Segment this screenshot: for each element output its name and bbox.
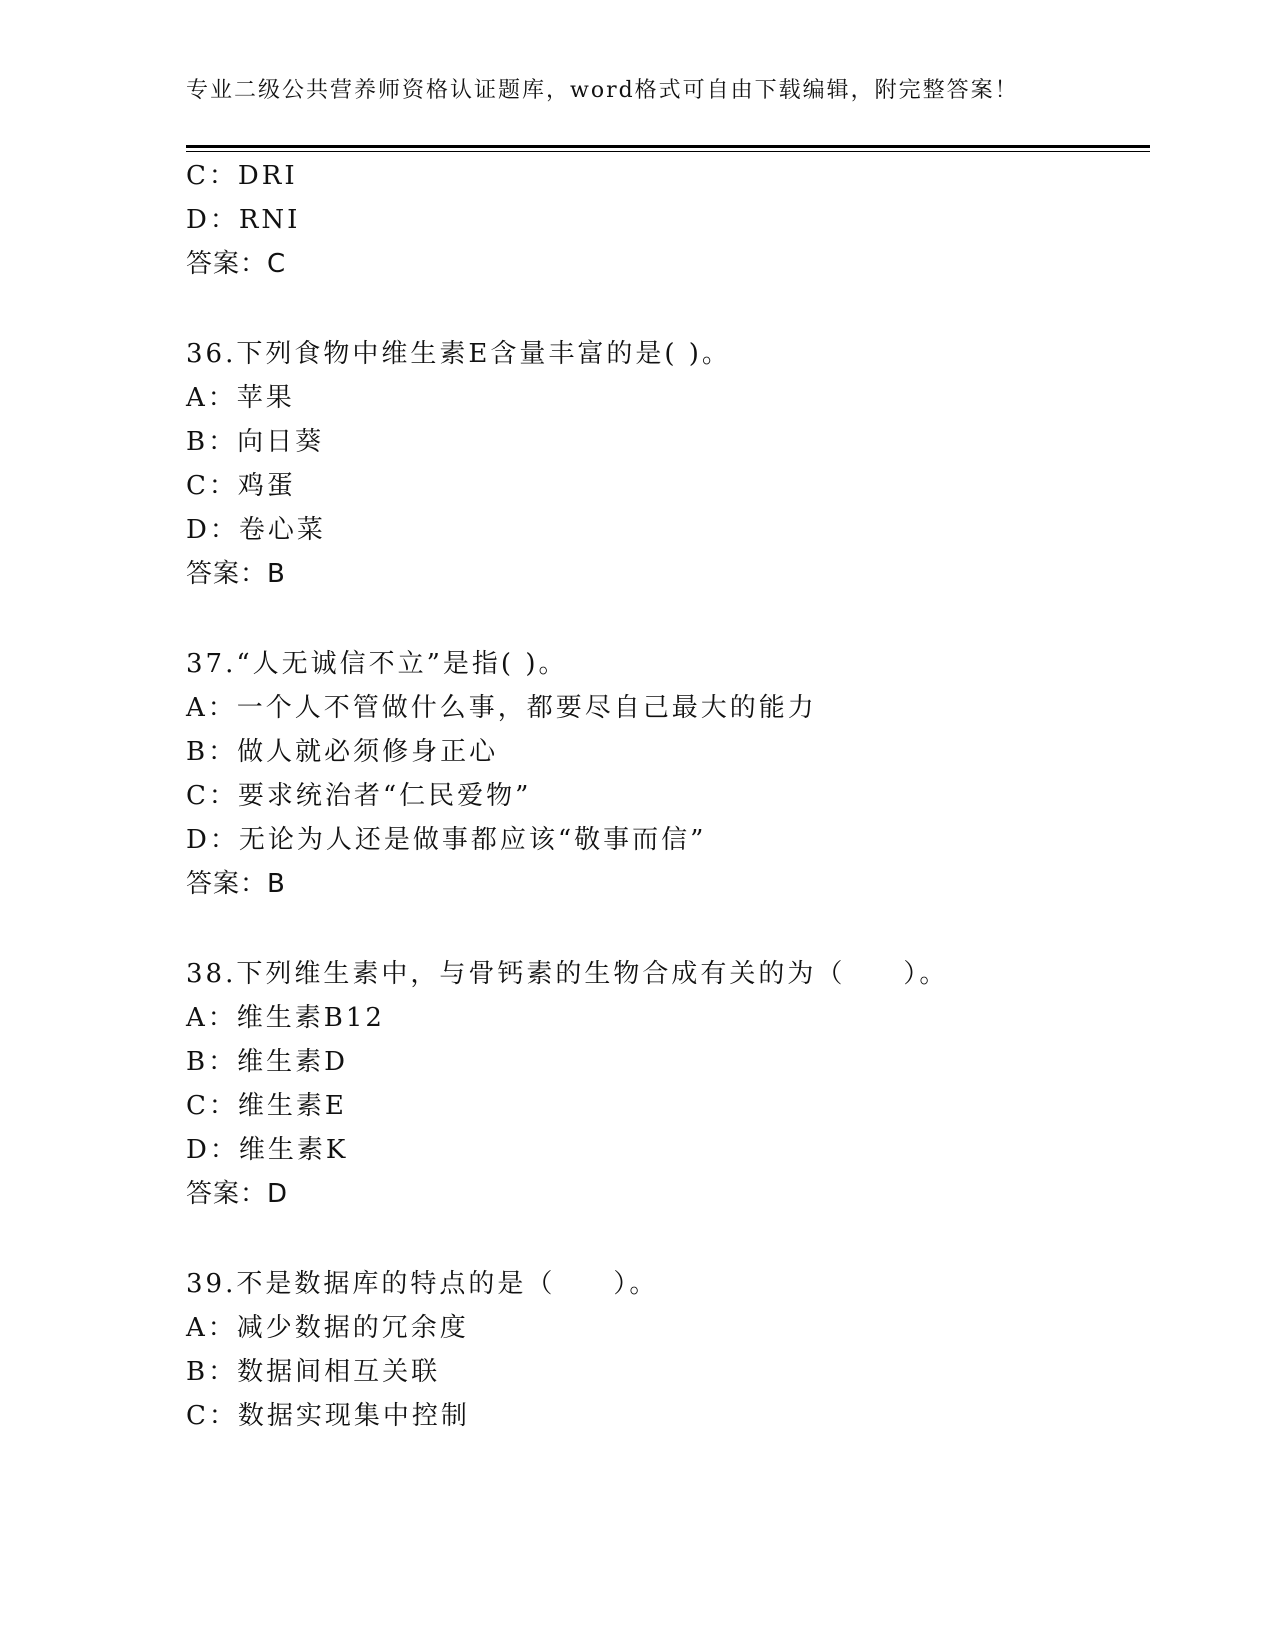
- option-line: C：维生素E: [186, 1091, 347, 1121]
- option-line: A：减少数据的冗余度: [186, 1313, 469, 1343]
- question-stem: 37.“人无诚信不立”是指( )。: [186, 649, 568, 679]
- option-line: D：无论为人还是做事都应该“敬事而信”: [186, 825, 707, 855]
- option-line: D：卷心菜: [186, 515, 326, 545]
- option-line: C：鸡蛋: [186, 471, 296, 501]
- option-line: B：数据间相互关联: [186, 1357, 441, 1387]
- option-line: B：维生素D: [186, 1047, 348, 1077]
- answer-line: 答案：B: [186, 559, 286, 589]
- option-line: C：要求统治者“仁民爱物”: [186, 781, 532, 811]
- option-line: B：做人就必须修身正心: [186, 737, 499, 767]
- header-rule-thick: [186, 145, 1150, 148]
- option-line: C：DRI: [186, 161, 298, 191]
- option-line: B：向日葵: [186, 427, 325, 457]
- option-line: A：维生素B12: [186, 1003, 385, 1033]
- page-header: 专业二级公共营养师资格认证题库，word格式可自由下载编辑，附完整答案！: [186, 78, 1019, 103]
- question-stem: 36.下列食物中维生素E含量丰富的是( )。: [186, 339, 731, 369]
- option-line: D：维生素K: [186, 1135, 349, 1165]
- option-line: A：一个人不管做什么事，都要尽自己最大的能力: [186, 693, 817, 723]
- answer-line: 答案：C: [186, 249, 287, 279]
- option-line: A：苹果: [186, 383, 295, 413]
- question-stem: 38.下列维生素中，与骨钙素的生物合成有关的为（ ）。: [186, 959, 949, 989]
- answer-line: 答案：B: [186, 869, 286, 899]
- question-stem: 39.不是数据库的特点的是（ ）。: [186, 1269, 659, 1299]
- option-line: D：RNI: [186, 205, 301, 235]
- answer-line: 答案：D: [186, 1179, 289, 1209]
- option-line: C：数据实现集中控制: [186, 1401, 470, 1431]
- header-rule-thin: [186, 151, 1150, 152]
